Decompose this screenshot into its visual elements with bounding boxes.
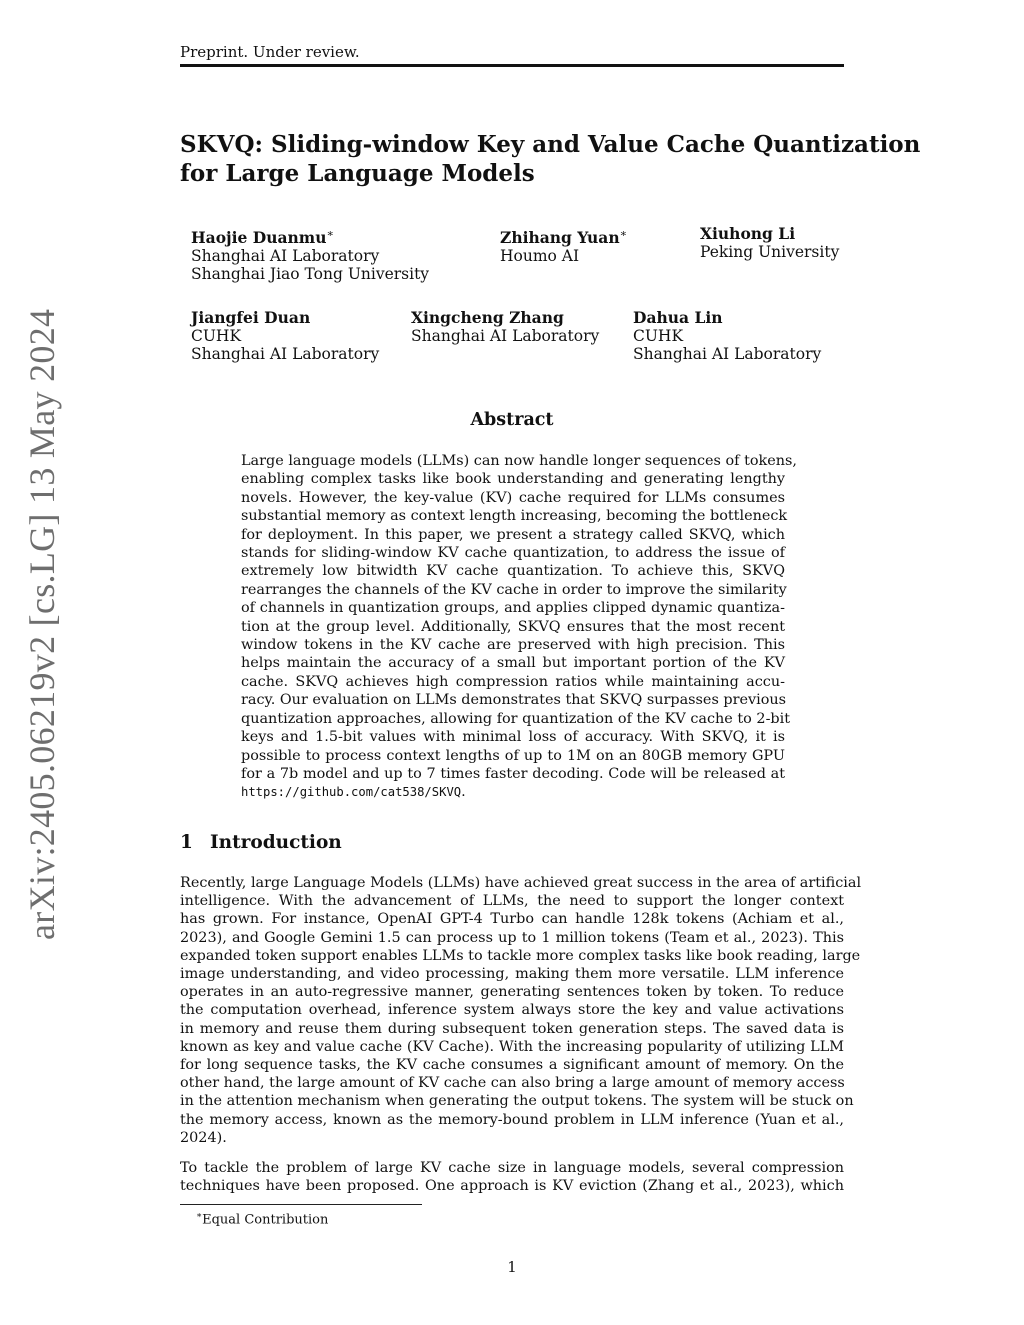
text-line: image understanding, and video processing, making them more versatile. LLM inference [180,966,844,983]
text-line: cache. SKVQ achieves high compression ratios while maintaining accu- [241,673,785,690]
author-block [633,309,821,363]
text-line: Recently, large Language Models (LLMs) have achieved great success in the area of artificial [180,875,862,891]
text-line: window tokens in the KV cache are preserved with high precision. This [241,637,785,654]
text-line: in the attention mechanism when generating the output tokens. The system will be stuck on [180,1093,854,1110]
text-line: expanded token support enables LLMs to tackle more complex tasks like book reading, large [180,947,861,964]
author-affiliation: Shanghai AI Laboratory [191,247,380,266]
text-line: stands for sliding-window KV cache quantization, to address the issue of [241,545,785,562]
text-line: possible to process context lengths of up to 1M on an 80GB memory GPU [241,747,785,764]
author-block [700,225,839,261]
section-title: Introduction [210,832,342,853]
text-line: the computation overhead, inference system always store the key and value activations [180,1002,844,1019]
author-name: Haojie Duanmu∗ [191,227,334,248]
text-line: intelligence. With the advancement of LLMs, the need to support the longer context [180,893,844,910]
author-name: Xiuhong Li [700,224,796,243]
author-name: Zhihang Yuan∗ [500,227,628,248]
intro-paragraph [180,1159,844,1195]
author-block [191,309,379,363]
code-url-link[interactable]: https://github.com/cat538/SKVQ [241,785,462,800]
text-line: for a 7b model and up to 7 times faster decoding. Code will be released at [241,765,785,782]
text-line: of channels in quantization groups, and applies clipped dynamic quantiza- [241,600,785,617]
author-affiliation: Shanghai Jiao Tong University [191,265,430,284]
author-affiliation: Shanghai AI Laboratory [191,345,380,363]
arxiv-identifier-stamp: arXiv:2405.06219v2 [cs.LG] 13 May 2024 [22,308,62,940]
text-line: keys and 1.5-bit values with minimal loss of accuracy. With SKVQ, it is [241,729,785,746]
title-line: for Large Language Models [180,160,535,187]
footnote-rule [180,1204,422,1205]
abstract-heading: Abstract [470,410,554,430]
text-line: operates in an auto-regressive manner, generating sentences token by token. To reduce [180,984,844,1001]
text-line: novels. However, the key-value (KV) cache required for LLMs consumes [241,489,785,506]
text-line: for long sequence tasks, the KV cache consumes a significant amount of memory. On the [180,1057,844,1074]
text-line: for deployment. In this paper, we present a strategy called SKVQ, which [241,526,785,543]
title-line: SKVQ: Sliding-window Key and Value Cache Quantization [180,131,921,158]
author-affiliation: Houmo AI [500,247,580,266]
footnote-mark: ∗ [196,1211,203,1221]
author-name: Dahua Lin [633,308,723,327]
running-header: Preprint. Under review. [180,43,360,61]
text-line: other hand, the large amount of KV cache can also bring a large amount of memory access [180,1075,845,1092]
author-affiliation: Shanghai AI Laboratory [633,345,822,363]
section-heading [180,832,342,853]
text-line: extremely low bitwidth KV cache quantization. To achieve this, SKVQ [241,563,785,580]
text-line: known as key and value cache (KV Cache). With the increasing popularity of utilizing LLM [180,1038,844,1055]
author-affiliation: CUHK [191,327,242,345]
text-line: in memory and reuse them during subsequent token generation steps. The saved data is [180,1020,844,1037]
author-block [411,309,599,345]
page-number: 1 [507,1258,517,1276]
author-affiliation: CUHK [633,327,684,345]
text-line: rearranges the channels of the KV cache in order to improve the similarity [241,581,787,598]
author-affiliation: Shanghai AI Laboratory [411,327,600,345]
text-line: racy. Our evaluation on LLMs demonstrates that SKVQ surpasses previous [241,692,787,709]
footnote [196,1208,328,1228]
text-line: enabling complex tasks like book understanding and generating lengthy [241,471,785,488]
paper-title [180,130,921,188]
text-line: techniques have been proposed. One approach is KV eviction (Zhang et al., 2023), which [180,1178,844,1195]
author-affiliation: Peking University [700,243,840,261]
footnote-text: Equal Contribution [202,1212,329,1228]
text-line: substantial memory as context length increasing, becoming the bottleneck [241,508,788,525]
text-line: has grown. For instance, OpenAI GPT-4 Turbo can handle 128k tokens (Achiam et al., [180,911,844,928]
text-line [241,783,785,801]
section-number: 1 [180,832,193,853]
text-line: helps maintain the accuracy of a small but important portion of the KV [241,655,785,672]
abstract-body [241,452,797,802]
text-line: 2023), and Google Gemini 1.5 can process up to 1 million tokens (Team et al., 2023). This [180,929,844,946]
text-line: 2024). [180,1129,227,1146]
code-url-suffix: . [461,784,466,801]
author-name: Xingcheng Zhang [411,308,564,327]
author-name: Jiangfei Duan [191,308,311,327]
author-block [191,225,429,283]
intro-paragraph [180,874,862,1147]
text-line: quantization approaches, allowing for quantization of the KV cache to 2-bit [241,710,791,727]
text-line: Large language models (LLMs) can now handle longer sequences of tokens, [241,453,797,469]
text-line: To tackle the problem of large KV cache size in language models, several compression [180,1160,844,1176]
text-line: the memory access, known as the memory-bound problem in LLM inference (Yuan et al., [180,1111,844,1128]
header-rule [180,64,844,67]
text-line: tion at the group level. Additionally, SKVQ ensures that the most recent [241,618,785,635]
author-block [500,225,627,265]
